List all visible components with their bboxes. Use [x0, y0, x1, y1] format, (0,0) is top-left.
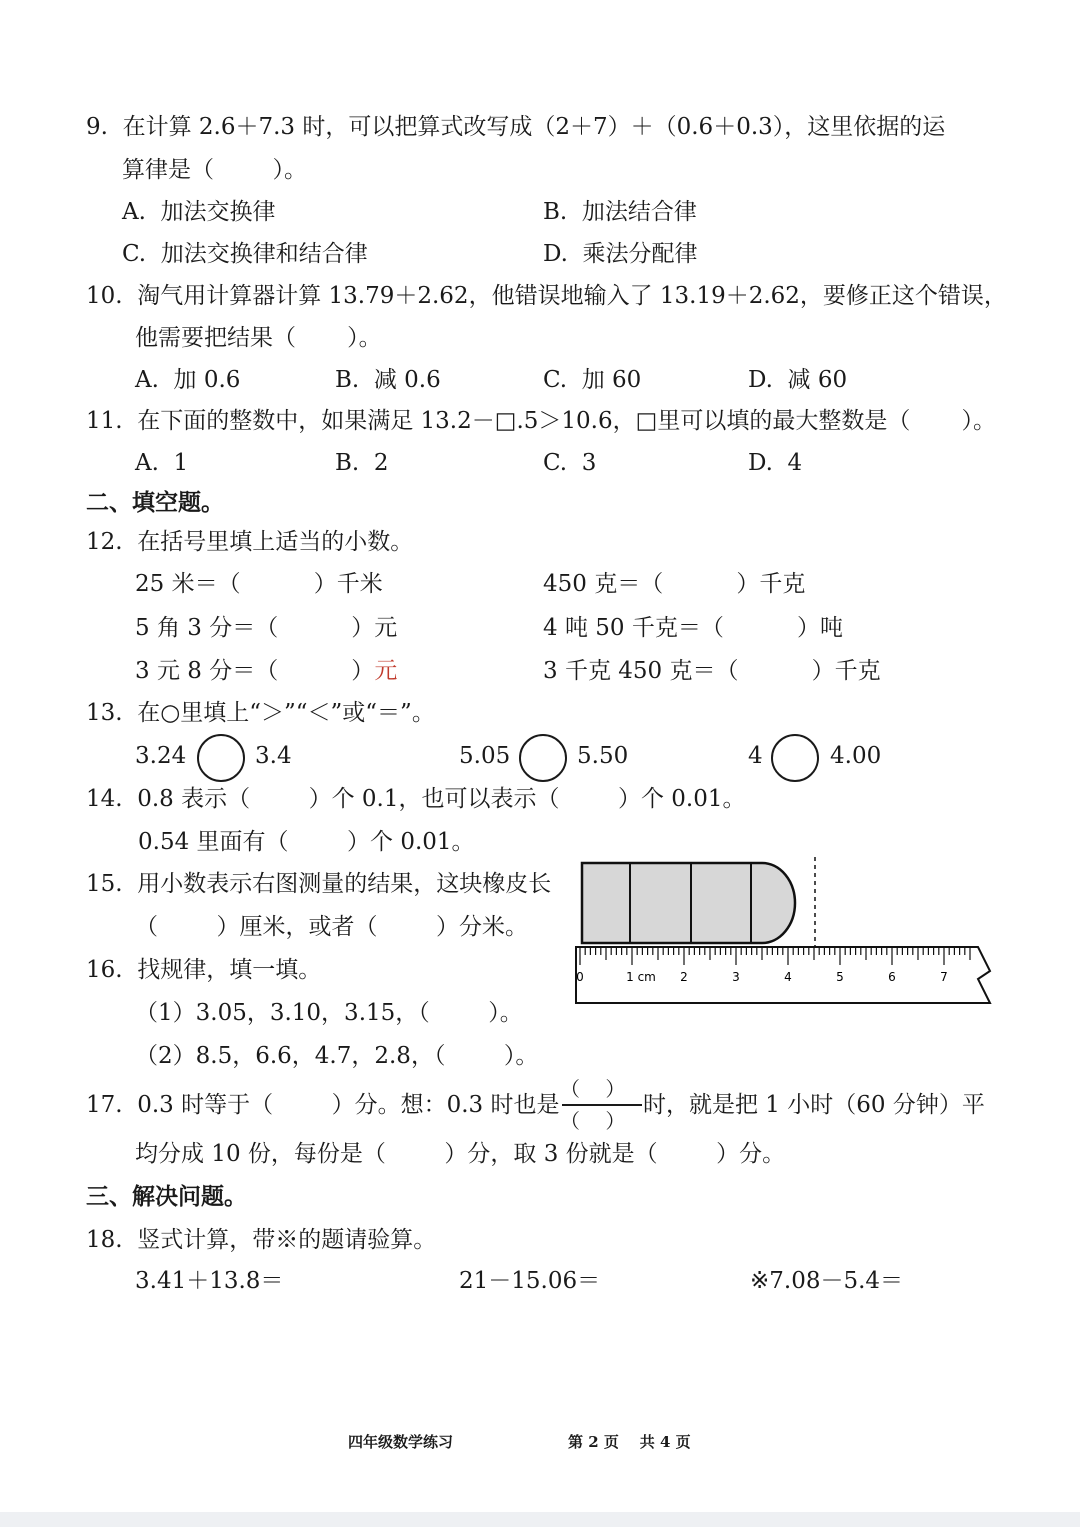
- q9-option-a: A. 加法交换律: [122, 199, 276, 225]
- q9-option-d: D. 乘法分配律: [543, 241, 698, 267]
- q10-line2: 他需要把结果（ ）。: [135, 325, 382, 351]
- q17-line1-start: 17. 0.3 时等于（ ）分。想：0.3 时也是: [86, 1092, 560, 1118]
- q11-option-a: A. 1: [135, 450, 189, 476]
- ruler-label-5: 5: [836, 970, 844, 984]
- q13-pair1-left: 3.24: [135, 743, 187, 769]
- ruler-label-3: 3: [732, 970, 740, 984]
- q12-item-2a: 5 角 3 分＝（ ）元: [135, 615, 398, 641]
- q10-line1: 10. 淘气用计算器计算 13.79＋2.62，他错误地输入了 13.19＋2.62，要修正这个错误，: [86, 283, 1007, 309]
- q16-title: 16. 找规律，填一填。: [86, 957, 322, 983]
- q12-item-3a: 3 元 8 分＝（ ）元: [135, 658, 398, 684]
- section-solve-problems-heading: 三、解决问题。: [86, 1183, 247, 1210]
- q13-pair3-right: 4.00: [830, 743, 882, 769]
- footer-page-number: 第 2 页 共 4 页: [568, 1433, 691, 1451]
- compare-circle-2[interactable]: [519, 734, 567, 782]
- q14-line2: 0.54 里面有（ ）个 0.01。: [138, 829, 475, 855]
- bottom-strip: [0, 1512, 1080, 1527]
- q16-part2: （2）8.5，6.6，4.7，2.8，（ ）。: [135, 1043, 539, 1069]
- q12-item-2b: 4 吨 50 千克＝（ ）吨: [543, 615, 843, 641]
- q12-item-3b: 3 千克 450 克＝（ ）千克: [543, 658, 881, 684]
- q9-option-b: B. 加法结合律: [543, 199, 697, 225]
- q17-fraction-numerator: （ ）: [560, 1077, 626, 1101]
- q17-fraction-denominator: （ ）: [560, 1109, 626, 1133]
- q18-title: 18. 竖式计算，带※的题请验算。: [86, 1227, 437, 1253]
- eraser: [582, 863, 795, 943]
- ruler-label-0: 0: [576, 970, 584, 984]
- q11-option-d: D. 4: [748, 450, 803, 476]
- ruler: [576, 947, 990, 1003]
- q11-line1: 11. 在下面的整数中，如果满足 13.2－□.5＞10.6，□里可以填的最大整数是（ ）。: [86, 408, 997, 434]
- q11-option-c: C. 3: [543, 450, 597, 476]
- ruler-label-2: 2: [680, 970, 688, 984]
- q15-line1: 15. 用小数表示右图测量的结果，这块橡皮长: [86, 871, 552, 897]
- q17-line2: 均分成 10 份，每份是（ ）分，取 3 份就是（ ）分。: [135, 1141, 786, 1167]
- q17-line1-end: 时，就是把 1 小时（60 分钟）平: [643, 1092, 985, 1118]
- q14-line1: 14. 0.8 表示（ ）个 0.1，也可以表示（ ）个 0.01。: [86, 786, 746, 812]
- q10-option-b: B. 减 0.6: [335, 367, 441, 393]
- q12-item-1a: 25 米＝（ ）千米: [135, 571, 383, 597]
- footer-subject: 四年级数学练习: [348, 1433, 454, 1451]
- q12-item-1b: 450 克＝（ ）千克: [543, 571, 806, 597]
- q9-line1: 9. 在计算 2.6＋7.3 时，可以把算式改写成（2＋7）＋（0.6＋0.3），这里依据的运: [86, 114, 946, 140]
- ruler-label-6: 6: [888, 970, 896, 984]
- q13-title: 13. 在○里填上“＞”“＜”或“＝”。: [86, 700, 435, 726]
- q13-pair1-right: 3.4: [255, 743, 292, 769]
- q12-title: 12. 在括号里填上适当的小数。: [86, 529, 414, 555]
- q13-pair2-right: 5.50: [577, 743, 629, 769]
- q16-part1: （1）3.05，3.10，3.15，（ ）。: [135, 1000, 523, 1026]
- compare-circle-3[interactable]: [771, 734, 819, 782]
- q18-expr-2: 21－15.06＝: [459, 1268, 601, 1294]
- ruler-label-1: 1 cm: [626, 970, 656, 984]
- q10-option-d: D. 减 60: [748, 367, 848, 393]
- q13-pair2-left: 5.05: [459, 743, 511, 769]
- q15-line2: （ ）厘米，或者（ ）分米。: [135, 914, 528, 940]
- q9-line2: 算律是（ ）。: [122, 157, 307, 183]
- eraser-ruler-figure: [570, 855, 1000, 1015]
- compare-circle-1[interactable]: [197, 734, 245, 782]
- q10-option-a: A. 加 0.6: [135, 367, 241, 393]
- q18-expr-1: 3.41＋13.8＝: [135, 1268, 284, 1294]
- q13-pair3-left: 4: [748, 743, 763, 769]
- q9-option-c: C. 加法交换律和结合律: [122, 241, 368, 267]
- section-fill-blank-heading: 二、填空题。: [86, 489, 224, 516]
- ruler-label-7: 7: [940, 970, 948, 984]
- q18-expr-3: ※7.08－5.4＝: [750, 1268, 904, 1294]
- q11-option-b: B. 2: [335, 450, 389, 476]
- q10-option-c: C. 加 60: [543, 367, 642, 393]
- ruler-label-4: 4: [784, 970, 792, 984]
